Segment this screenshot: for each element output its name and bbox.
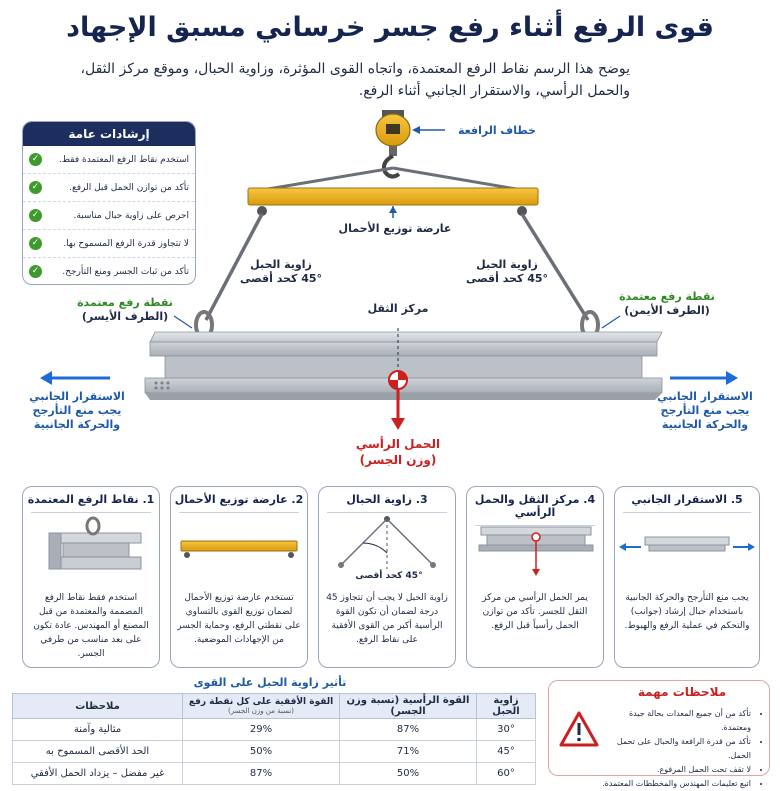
angle-left-line1: زاوية الحبل xyxy=(250,258,312,271)
card-body: تستخدم عارضة توزيع الأحمال لضمان توزيع القوى بالتساوي على نقطتي الرفع، وحماية الجسر من الإجهادات الموضعية. xyxy=(177,593,301,645)
check-icon: ✓ xyxy=(29,153,42,166)
guideline-text: لا تتجاوز قدرة الرفع المسموح بها. xyxy=(63,238,189,249)
warning-icon xyxy=(559,711,599,747)
card-body: استخدم فقط نقاط الرفع المصممة والمعتمدة من قبل المصنع أو المهندس. عادة تكون على بعد مناسب من طرفي الجسر. xyxy=(33,593,149,659)
table-cell: الحد الأقصى المسموح به xyxy=(13,741,183,763)
spreader-pointer xyxy=(389,206,397,213)
note-item: • لا تقف تحت الحمل المرفوع. xyxy=(601,763,751,777)
table-cell: 50% xyxy=(183,741,340,763)
card-center-of-gravity xyxy=(466,486,604,668)
guideline-text: تأكد من ثبات الجسر ومنع التأرجح. xyxy=(62,266,189,277)
lift-right-line2: (الطرف الأيمن) xyxy=(624,304,710,317)
spreader-illustration xyxy=(171,513,307,588)
vertical-load-arrowhead xyxy=(391,418,405,430)
card-title: 2. عارضة توزيع الأحمال xyxy=(174,493,304,506)
table-header: زاوية الحبل xyxy=(477,694,536,719)
angle-left-line2: 45° كحد أقصى xyxy=(239,272,323,285)
stab-left-line1: الاستقرار الجانبي xyxy=(29,390,125,403)
check-icon: ✓ xyxy=(29,181,42,194)
table-row xyxy=(13,763,536,785)
cog-illustration xyxy=(467,513,603,588)
crane-hook-icon xyxy=(376,110,410,177)
lift-point-illustration xyxy=(23,513,159,588)
table-header: القوة الرأسية (نسبة وزن الجسر) xyxy=(340,694,477,719)
table-cell: مثالية وآمنة xyxy=(13,719,183,741)
concrete-girder xyxy=(145,332,662,400)
card-sling-angle xyxy=(318,486,456,668)
table-cell: 87% xyxy=(183,763,340,785)
lift-point-left-label xyxy=(70,296,180,324)
vload-line2: (وزن الجسر) xyxy=(359,453,437,467)
angle-right-line1: زاوية الحبل xyxy=(476,258,538,271)
table-cell: 45° xyxy=(477,741,536,763)
card-body: يجب منع التأرجح والحركة الجانبية باستخدام حبال إرشاد (جوانب) والتحكم في عملية الرفع والهبوط. xyxy=(624,593,750,631)
angle-left-label xyxy=(236,258,326,286)
lateral-stability-illustration xyxy=(615,513,759,588)
table-cell: 71% xyxy=(340,741,477,763)
spreader-label: عارضة توزيع الأحمال xyxy=(338,222,452,235)
table-row xyxy=(13,719,536,741)
page-subtitle: يوضح هذا الرسم نقاط الرفع المعتمدة، واتجاه القوى المؤثرة، وزاوية الحبال، وموقع مركز الثقل، والحمل الرأسي، والاستقرار الجانبي أثناء الرفع. xyxy=(80,61,630,99)
top-sling-left xyxy=(262,168,393,190)
table-cell: 50% xyxy=(340,763,477,785)
hook-label: خطاف الرافعة xyxy=(458,124,536,137)
notes-list xyxy=(601,707,761,791)
table-header: ملاحظات xyxy=(13,694,183,719)
stab-right-line3: والحركة الجانبية xyxy=(661,418,749,431)
check-icon: ✓ xyxy=(29,209,42,222)
stability-right-label xyxy=(650,390,760,432)
lift-point-right-label xyxy=(612,290,722,318)
card-lateral-stability xyxy=(614,486,760,668)
card-body: زاوية الحبل لا يجب أن تتجاوز 45 درجة لضمان أن تكون القوة الرأسية أكبر من القوى الأفقية على نقاط الرفع. xyxy=(326,593,448,645)
stab-left-line2: يجب منع التأرجح xyxy=(32,404,122,417)
table-cell: 87% xyxy=(340,719,477,741)
lift-left-line1: نقطة رفع معتمدة xyxy=(77,296,173,309)
table-cell: غير مفضل – يزداد الحمل الأفقي xyxy=(13,763,183,785)
table-header-text: القوة الأفقية على كل نقطة رفع xyxy=(188,697,334,707)
table-header xyxy=(183,694,340,719)
stab-left-line3: والحركة الجانبية xyxy=(33,418,121,431)
card-title: 5. الاستقرار الجانبي xyxy=(631,493,743,506)
angle-right-line2: 45° كحد أقصى xyxy=(465,272,549,285)
guidelines-heading: إرشادات عامة xyxy=(23,122,195,146)
card-title: 3. زاوية الحبال xyxy=(346,493,428,506)
stab-right-line1: الاستقرار الجانبي xyxy=(657,390,753,403)
table-header-row xyxy=(13,694,536,719)
notes-heading: ملاحظات مهمة xyxy=(637,685,727,699)
top-sling-right xyxy=(393,168,522,190)
card-title: 1. نقاط الرفع المعتمدة xyxy=(27,493,155,506)
guideline-text: احرص على زاوية حبال مناسبة. xyxy=(73,210,189,221)
vload-line1: الحمل الرأسي xyxy=(355,437,441,451)
important-notes-panel xyxy=(548,680,770,788)
card-title: 4. مركز الثقل والحمل الرأسي xyxy=(474,493,596,519)
check-icon: ✓ xyxy=(29,265,42,278)
vertical-load-label xyxy=(350,436,446,468)
guideline-text: تأكد من توازن الحمل قبل الرفع. xyxy=(69,182,189,193)
table-cell: 60° xyxy=(477,763,536,785)
sling-angle-table xyxy=(12,693,536,785)
table-cell: 30° xyxy=(477,719,536,741)
lift-right-line1: نقطة رفع معتمدة xyxy=(619,290,715,303)
note-item: • اتبع تعليمات المهندس والمخططات المعتمدة. xyxy=(601,777,751,791)
guideline-text: استخدم نقاط الرفع المعتمدة فقط. xyxy=(58,154,189,165)
table-cell: 29% xyxy=(183,719,340,741)
check-icon: ✓ xyxy=(29,237,42,250)
stab-right-line2: يجب منع التأرجح xyxy=(660,404,750,417)
card-angle-label: 45° كحد أقصى xyxy=(355,571,423,581)
note-item: • تأكد من أن جميع المعدات بحالة جيدة ومعتمدة. xyxy=(601,707,751,735)
center-of-gravity-icon xyxy=(389,371,407,389)
stability-left-label xyxy=(22,390,132,432)
note-item: • تأكد من قدرة الرافعة والحبال على تحمل الحمل. xyxy=(601,735,751,763)
card-lift-points xyxy=(22,486,160,668)
lift-left-line2: (الطرف الأيسر) xyxy=(81,310,169,323)
table-title: تأثير زاوية الحبل على القوى xyxy=(193,676,347,689)
cog-label: مركز الثقل xyxy=(367,302,429,315)
table-header-sub: (نسبة من وزن الجسر) xyxy=(228,707,294,715)
card-body: يمر الحمل الرأسي من مركز الثقل للجسر. تأكد من توازن الحمل رأسياً قبل الرفع. xyxy=(482,593,588,631)
angle-right-label xyxy=(462,258,552,286)
table-row xyxy=(13,741,536,763)
page-title: قوى الرفع أثناء رفع جسر خرساني مسبق الإجهاد xyxy=(66,12,714,43)
card-spreader xyxy=(170,486,308,668)
